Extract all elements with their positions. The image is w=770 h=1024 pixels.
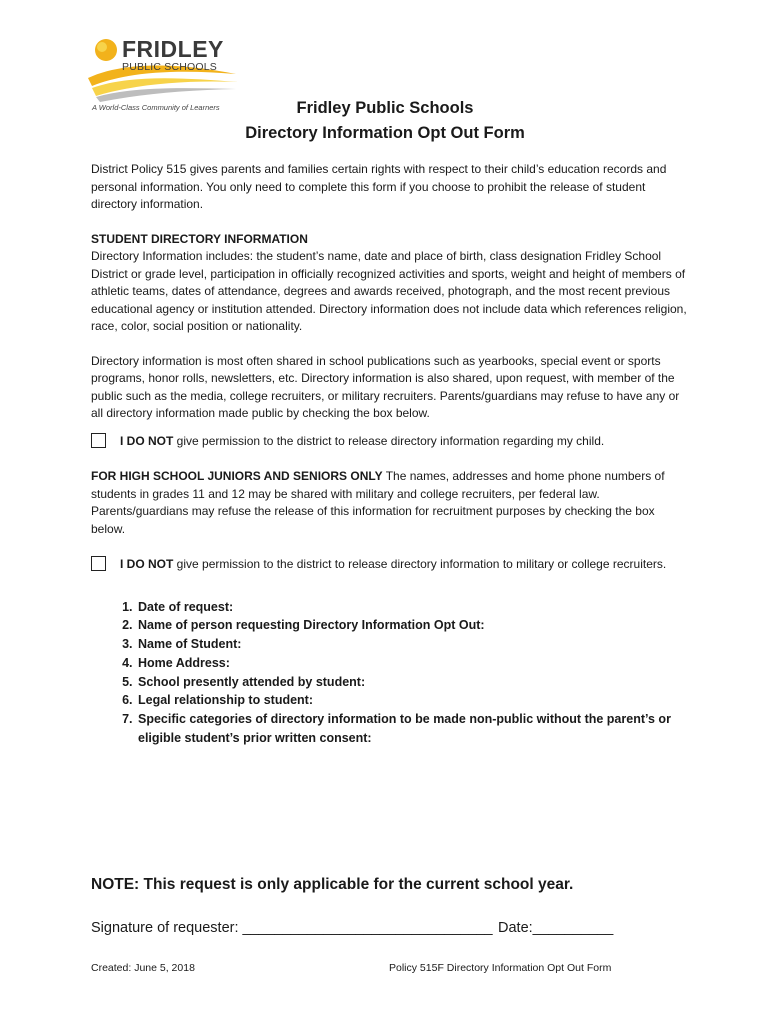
optout-child-text: give permission to the district to release directory information regarding my child. xyxy=(173,433,605,448)
logo-name: FRIDLEY xyxy=(122,36,224,62)
title-line-1: Fridley Public Schools xyxy=(296,99,474,117)
highschool-paragraph xyxy=(91,468,691,538)
note-text: NOTE: This request is only applicable for the current school year. xyxy=(91,876,574,893)
date-line[interactable]: Date:__________ xyxy=(498,920,614,936)
field-date-of-request[interactable]: 1. Date of request: xyxy=(136,598,691,617)
footer-policy: Policy 515F Directory Information Opt Out Form xyxy=(389,962,612,974)
optout-child-row xyxy=(91,433,691,451)
field-legal-relationship[interactable]: 6. Legal relationship to student: xyxy=(136,691,691,710)
optout-recruiters-emphasis: I DO NOT xyxy=(120,557,174,571)
field-home-address[interactable]: 4. Home Address: xyxy=(136,654,691,673)
optout-child-emphasis: I DO NOT xyxy=(120,433,174,448)
highschool-heading: FOR HIGH SCHOOL JUNIORS AND SENIORS ONLY xyxy=(91,469,383,483)
logo-tagline: A World-Class Community of Learners xyxy=(92,103,220,112)
field-requester-name[interactable]: 2. Name of person requesting Directory Information Opt Out: xyxy=(136,616,691,635)
field-school-attended[interactable]: 5. School presently attended by student: xyxy=(136,673,691,692)
intro-paragraph: District Policy 515 gives parents and families certain rights with respect to their child’s education records and personal information. You only need to complete this form if you choose to prohibit the release of student directory information. xyxy=(91,162,667,211)
field-student-name[interactable]: 3. Name of Student: xyxy=(136,635,691,654)
directory-heading: STUDENT DIRECTORY INFORMATION xyxy=(91,231,308,246)
optout-recruiters-checkbox[interactable] xyxy=(91,556,106,571)
page-title xyxy=(0,96,770,146)
highschool-text: The names, addresses and home phone numbers of students in grades 11 and 12 may be shared with military and college recruiters, per federal law. Parents/guardians may refuse the release of this information for recruitment purposes by checking the box below. xyxy=(91,469,665,536)
optout-child-checkbox[interactable] xyxy=(91,433,106,448)
signature-line[interactable]: Signature of requester: _______________________________ xyxy=(91,920,493,936)
title-line-2: Directory Information Opt Out Form xyxy=(245,124,525,142)
footer-created: Created: June 5, 2018 xyxy=(91,962,195,974)
form-body xyxy=(91,161,691,748)
field-specific-categories[interactable]: 7. Specific categories of directory information to be made non-public without the parent’s or eligible student’s prior written consent: xyxy=(136,710,691,748)
sharing-paragraph: Directory information is most often shared in school publications such as yearbooks, special event or sports programs, honor rolls, newsletters, etc. Directory information is also shared, upon request, with member of the public such as the media, college recruiters, or military recruiters. Parents/guardians may refuse to have any or all directory information made public by checking the box below. xyxy=(91,353,680,420)
optout-recruiters-row xyxy=(91,556,691,574)
optout-recruiters-text: give permission to the district to release directory information to military or college recruiters. xyxy=(173,557,667,571)
request-fields-list xyxy=(91,598,691,748)
logo-subtitle: PUBLIC SCHOOLS xyxy=(122,61,217,73)
directory-paragraph: Directory Information includes: the student’s name, date and place of birth, class designation Fridley School District or grade level, participation in officially recognized activities and sports, weight and height of members of athletic teams, dates of attendance, degrees and awards received, photograph, and the most recent previous educational agency or institution attended. Directory information does not include data which references religion, race, color, social position or nationality. xyxy=(91,249,687,333)
